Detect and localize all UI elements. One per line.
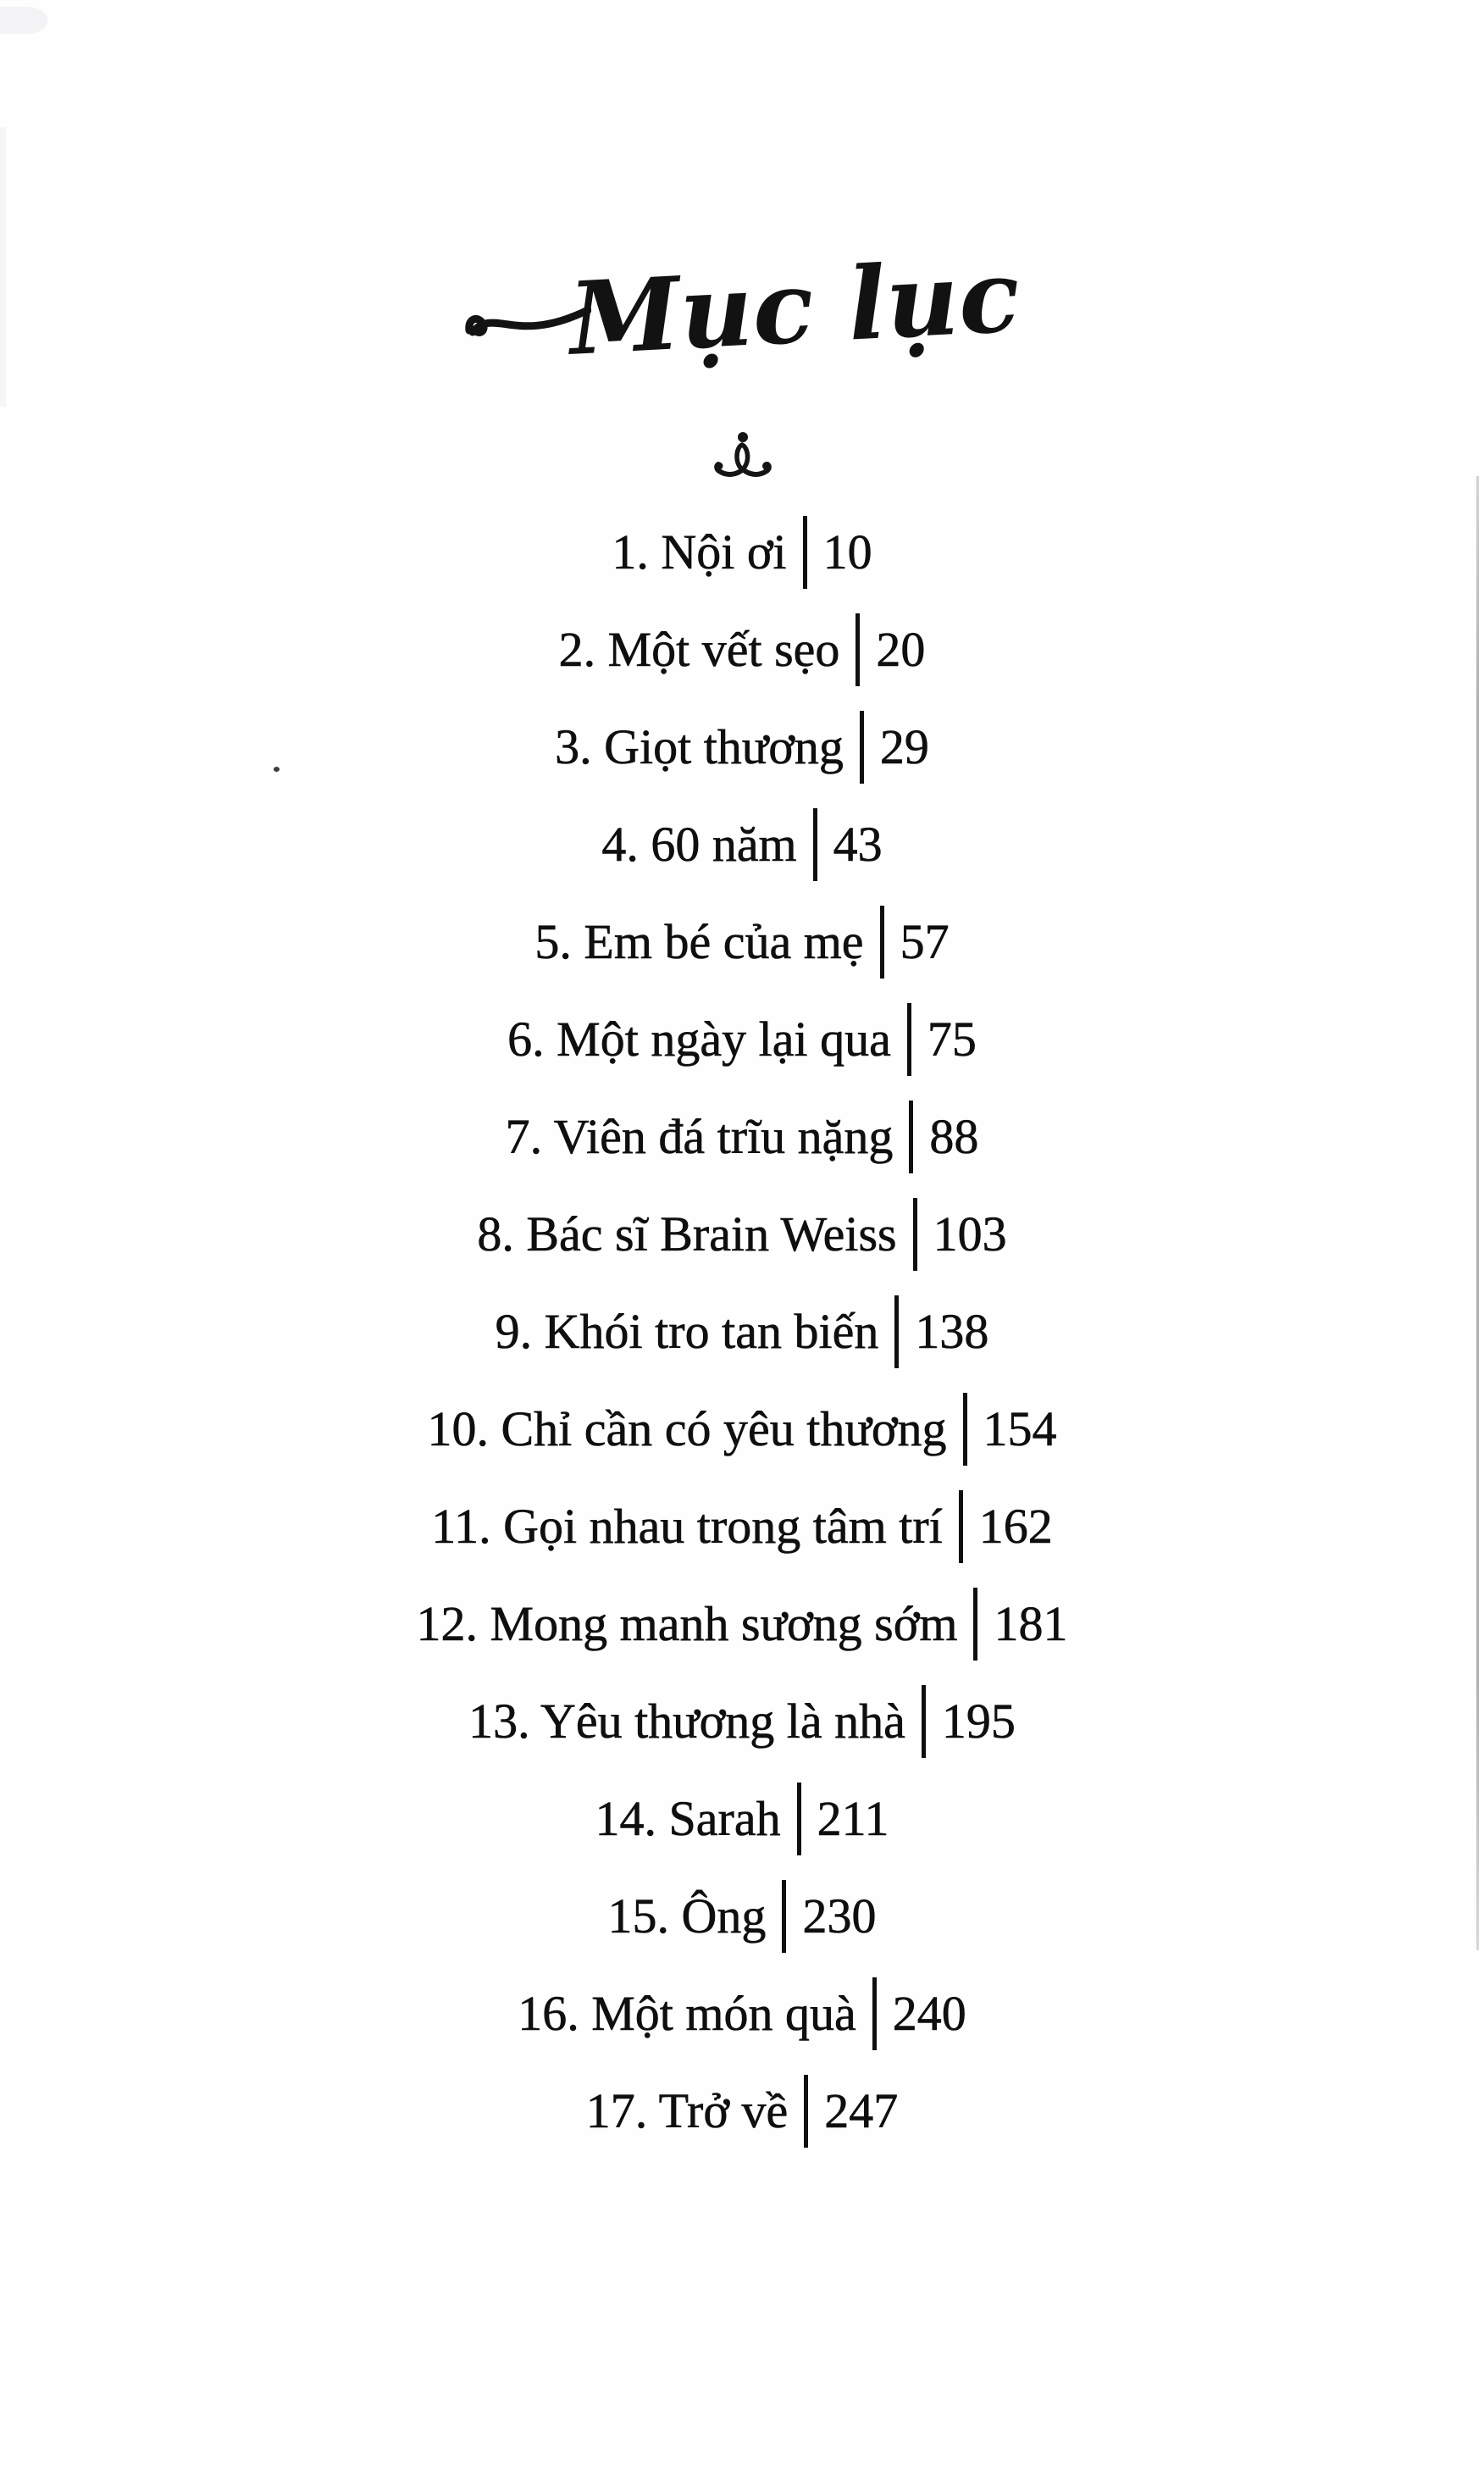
toc-entry-page: 10 bbox=[822, 524, 872, 579]
toc-separator bbox=[813, 808, 817, 881]
toc-entry-label: 2. Một vết sẹo bbox=[558, 622, 840, 677]
toc-separator bbox=[973, 1588, 977, 1661]
toc-entry-label: 7. Viên đá trĩu nặng bbox=[505, 1109, 894, 1164]
toc-entry-label: 14. Sarah bbox=[595, 1791, 781, 1846]
toc-entry bbox=[431, 1493, 1053, 1561]
toc-entry-label: 11. Gọi nhau trong tâm trí bbox=[431, 1499, 943, 1554]
toc-entry-page: 138 bbox=[915, 1304, 989, 1359]
toc-entry bbox=[518, 1980, 966, 2048]
toc-separator bbox=[782, 1880, 786, 1953]
toc-entry-page: 247 bbox=[824, 2083, 899, 2138]
toc-entry bbox=[595, 1785, 889, 1853]
toc-entry bbox=[559, 616, 926, 684]
toc-entry-label: 1. Nội ơi bbox=[612, 524, 787, 579]
toc-separator bbox=[797, 1783, 801, 1855]
toc-separator bbox=[959, 1490, 963, 1563]
toc-entry-label: 9. Khói tro tan biến bbox=[495, 1304, 879, 1359]
toc-entry-page: 103 bbox=[933, 1206, 1007, 1261]
toc-separator bbox=[894, 1295, 899, 1368]
toc-entry-page: 154 bbox=[983, 1401, 1057, 1456]
table-of-contents bbox=[0, 518, 1484, 2145]
toc-entry-page: 195 bbox=[941, 1694, 1016, 1749]
toc-entry-label: 3. Giọt thương bbox=[555, 719, 844, 774]
toc-entry bbox=[477, 1200, 1006, 1268]
toc-separator bbox=[963, 1393, 967, 1466]
toc-entry-label: 16. Một món quà bbox=[518, 1986, 856, 2041]
toc-entry-page: 230 bbox=[802, 1888, 877, 1943]
page-title: Mục lục bbox=[566, 236, 1023, 378]
toc-entry bbox=[417, 1590, 1068, 1658]
toc-separator bbox=[909, 1101, 913, 1173]
toc-entry bbox=[612, 518, 872, 586]
toc-entry bbox=[555, 713, 929, 781]
toc-entry-label: 10. Chỉ cần có yêu thương bbox=[427, 1401, 947, 1456]
toc-separator bbox=[860, 711, 864, 784]
toc-separator bbox=[913, 1198, 917, 1271]
toc-entry bbox=[468, 1688, 1016, 1755]
scan-smudge bbox=[0, 7, 47, 34]
title-block bbox=[0, 236, 1484, 378]
toc-entry-page: 29 bbox=[879, 719, 929, 774]
toc-entry bbox=[507, 1006, 977, 1073]
toc-separator bbox=[872, 1977, 877, 2050]
toc-separator bbox=[907, 1003, 911, 1076]
toc-entry bbox=[506, 1103, 979, 1171]
toc-separator bbox=[922, 1685, 926, 1758]
toc-entry bbox=[428, 1395, 1057, 1463]
toc-entry-page: 20 bbox=[876, 622, 926, 677]
toc-entry bbox=[496, 1298, 989, 1366]
toc-separator bbox=[804, 2075, 808, 2148]
toc-entry-page: 240 bbox=[892, 1986, 966, 2041]
toc-entry-label: 8. Bác sĩ Brain Weiss bbox=[477, 1206, 897, 1261]
toc-entry-label: 5. Em bé của mẹ bbox=[534, 914, 864, 969]
toc-entry-label: 6. Một ngày lại qua bbox=[507, 1012, 891, 1067]
toc-entry-page: 162 bbox=[978, 1499, 1053, 1554]
toc-entry-page: 57 bbox=[900, 914, 950, 969]
toc-entry-label: 17. Trở về bbox=[585, 2083, 789, 2138]
toc-entry-page: 181 bbox=[994, 1596, 1068, 1651]
toc-entry-page: 211 bbox=[817, 1791, 889, 1846]
toc-entry-page: 88 bbox=[929, 1109, 979, 1164]
fleur-flourish-icon bbox=[708, 430, 776, 483]
toc-entry bbox=[534, 908, 949, 976]
toc-entry-label: 12. Mong manh sương sớm bbox=[416, 1596, 958, 1651]
toc-entry-label: 15. Ông bbox=[607, 1888, 767, 1943]
toc-entry bbox=[586, 2077, 899, 2145]
toc-entry bbox=[608, 1882, 877, 1950]
toc-entry-label: 13. Yêu thương là nhà bbox=[468, 1694, 905, 1749]
toc-separator bbox=[880, 906, 884, 979]
toc-entry-page: 43 bbox=[833, 817, 883, 872]
toc-separator bbox=[803, 516, 807, 589]
toc-separator bbox=[856, 613, 860, 686]
toc-entry bbox=[601, 811, 882, 879]
toc-entry-page: 75 bbox=[927, 1012, 977, 1067]
ornament-block bbox=[0, 430, 1484, 483]
toc-entry-label: 4. 60 năm bbox=[601, 817, 797, 872]
